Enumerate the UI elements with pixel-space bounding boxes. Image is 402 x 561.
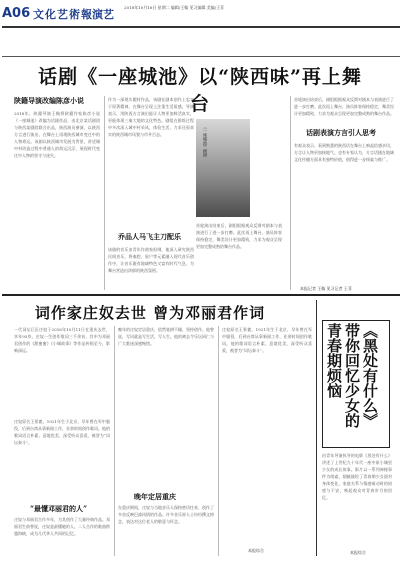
article1-headline: 话剧《一座城池》以“陕西味”再上舞台 xyxy=(38,66,362,115)
article3-column: 由青年导演执导的电影《黑处有什么》讲述了上世纪九十年代一座中原小城里少女的成长故事。影片以一系列神秘事件为线索，细腻描绘了青春期少女面对身体变化、家庭关系与情感萌动时的困惑与不安，唤起观众对青春岁月的回忆。 xyxy=(322,453,392,500)
article2-subhead-1: “最懂邓丽君的人” xyxy=(30,504,88,513)
article1-byline: 本报记者 王翰 见习记者 王菲 xyxy=(300,286,352,291)
article1-column-4: 首轮演出结束后，剧组根据观众反馈对剧本与表演进行了进一步打磨。此次再上舞台，演员阵容保持稳定，舞美设计更加精致，力求为观众呈现更加完整成熟的舞台作品。 xyxy=(196,223,282,249)
article2-column-6: 庄奴原名王景羲，1921年生于北京，早年曾在军中服役，后到台湾从事新闻工作，业余时间创作歌词。他的歌词语言朴素、意境优美，深受听众喜爱，被誉为“词坛泰斗”。 xyxy=(222,327,312,353)
article3-byline: 本报综合 xyxy=(350,550,366,555)
article1-column-2: 作为一部现实题材作品，该剧在剧本创作上忠实于原著精神，在舞台呈现上注重生活质感。导演表示，用陕西方言演出能让人物更加鲜活真实，更能体现三秦大地的文化特色。剧组在排练过程中多次深入城中村采风，体验生活，力求还原真实的陕西城市风貌与市井百态。 xyxy=(108,97,194,137)
paper-name: 文化艺術報 xyxy=(33,8,93,21)
article2-column-1: 一代词坛巨匠庄奴于2016年10月11日在重庆去世，享年95岁。庄奴一生创作歌词三千余首，其中为邓丽君创作的《甜蜜蜜》《小城故事》等作品传唱至今，影响深远。 xyxy=(14,327,110,353)
divider xyxy=(2,56,400,57)
page-number: A06 xyxy=(2,6,31,21)
article2-column-5: 在重庆期间，庄奴与当地音乐人保持密切往来，创作了多首反映巴渝风情的作品。许多音乐界人士纷纷撰文悼念，表达对这位老人的敬意与怀念。 xyxy=(118,505,214,524)
article1-column-3: 该剧的音乐由青年作曲家担纲，他深入研究陕西民间音乐，将秦腔、眉户等元素融入现代音乐创作中，让音乐既有地域特色又富有时代气息，为舞台营造出浓郁的陕西氛围。 xyxy=(108,247,194,273)
article2-subhead-2: 晚年定居重庆 xyxy=(134,492,176,501)
article1-subhead-2: 乔品人马飞主刀配乐 xyxy=(118,232,181,241)
divider xyxy=(2,294,400,296)
article2-column-4: 晚年的庄奴定居重庆，依然笔耕不辍，坚持创作。他曾说，写词就是写生活，写人生。他的离去令乐坛同仁与广大歌迷深感惋惜。 xyxy=(118,327,214,346)
masthead-meta: 2018年10月16日 星期二 编辑/王翰 见习编辑 美编/王菲 xyxy=(124,5,225,10)
article3-headline: 《黑处有什么》带你回忆少女的青春期烦恼 xyxy=(325,323,379,428)
masthead xyxy=(2,4,400,28)
article2-column-2: 庄奴原名王景羲，1921年生于北京，早年曾在军中服役，后到台湾从事新闻工作，业余时间创作歌词。他的歌词语言朴素、意境优美，深受听众喜爱，被誉为“词坛泰斗”。 xyxy=(14,419,110,445)
article2-headline: 词作家庄奴去世 曾为邓丽君作词 xyxy=(34,304,266,322)
article3-headline-box xyxy=(322,320,390,448)
article1-photo xyxy=(196,119,250,217)
column-rule xyxy=(218,326,219,556)
column-rule xyxy=(316,300,317,556)
article1-column-5: 有观众表示，看到熟悉的陕西话在舞台上响起倍感亲切，方言让人物更加接地气。也有专家认为，方言话剧在地域文化传播方面具有独特价值，值得进一步探索与推广。 xyxy=(294,143,394,162)
article1-subhead-3: 话剧表演方言引人思考 xyxy=(306,128,376,137)
column-rule xyxy=(114,326,115,556)
article1-column-1: 2018年，陕籍导演王翰将陕籍作家陈彦小说《一座城池》改编为话剧作品，由北京某话剧团与陕西某剧院联合出品，陕西演员参演，以陕西方言进行演出，在舞台上再现陕西城市变迁中的人物命运。该剧以陕西城市发展为背景，讲述城中村改造过程中普通人的命运沉浮，展现时代变迁中人物的坚守与迷失。 xyxy=(14,111,100,158)
column-rule xyxy=(104,96,105,290)
column-rule xyxy=(290,96,291,290)
article2-byline: 本报综合 xyxy=(248,548,264,553)
section-name: 演艺 xyxy=(92,8,114,21)
article1-subhead-1: 陕籍导演改编陈彦小说 xyxy=(14,96,84,105)
article1-column-4b: 首轮演出结束后，剧组根据观众反馈对剧本与表演进行了进一步打磨。此次再上舞台，演员阵容保持稳定，舞美设计更加精致，力求为观众呈现更加完整成熟的舞台作品。 xyxy=(294,97,394,116)
photo-caption: 《一座城池》剧照 xyxy=(203,125,208,157)
article2-column-3: 庄奴与邓丽君合作多年，为其创作了大量经典作品。邓丽君生前曾说，庄奴是最懂她的人。二人合作的歌曲跨越海峡，成为几代华人共同的记忆。 xyxy=(14,517,110,536)
